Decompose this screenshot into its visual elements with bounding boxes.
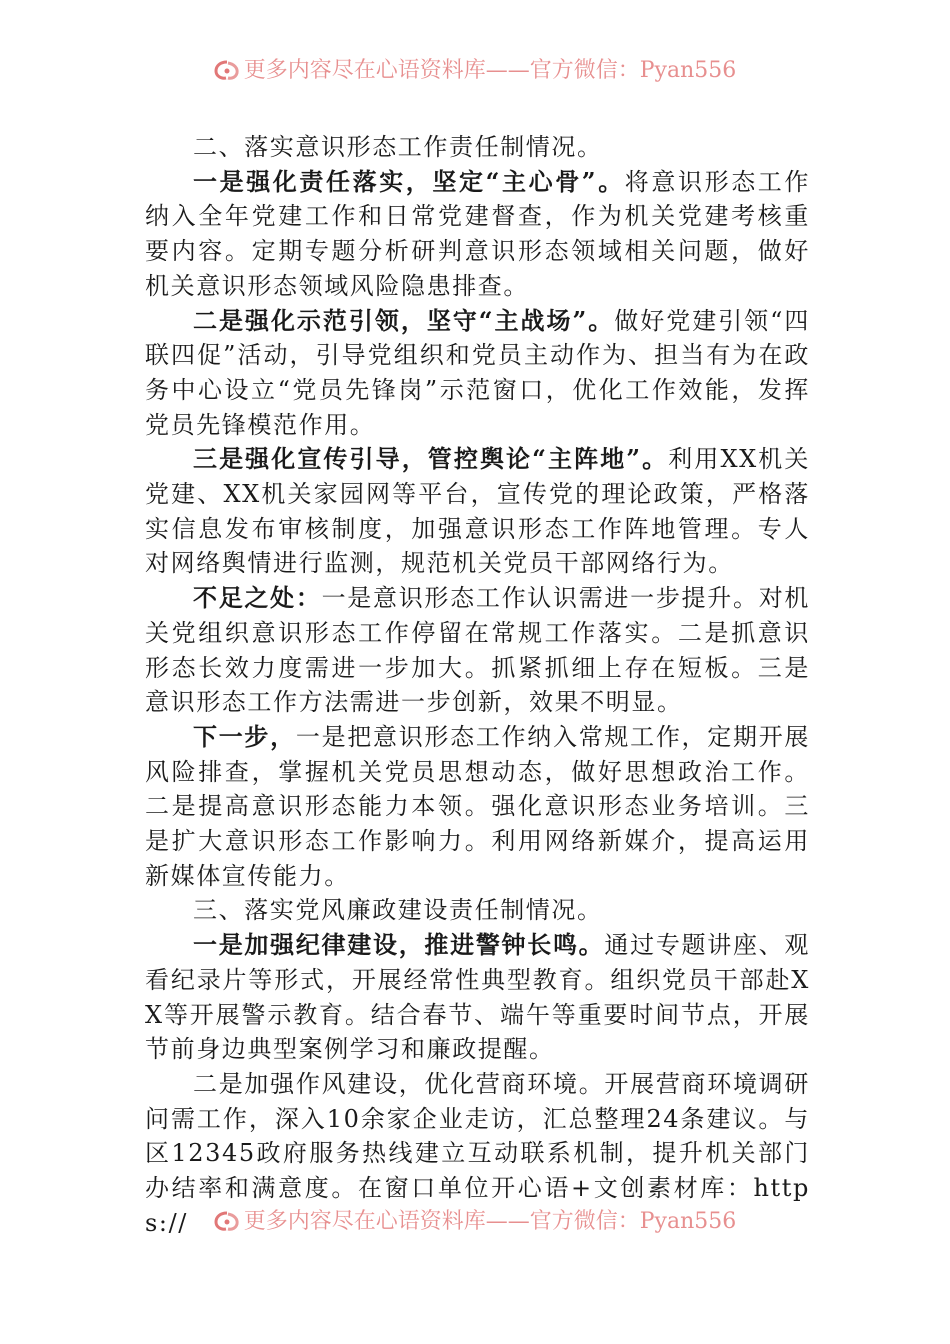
paragraph-text: 通过专题讲座、观看纪录片等形式，开展经常性典型教育。组织党员干部赴XX等开展警示教育。结合春节、端午等重要时间节点，开展节前身边典型案例学习和廉政提醒。 (145, 931, 810, 1064)
section-heading (145, 893, 810, 928)
cd-logo-icon (214, 1210, 240, 1232)
paragraph-text: 二是加强作风建设，优化营商环境。开展营商环境调研问需工作，深入10余家企业走访，汇总整理24条建议。与区12345政府服务热线建立互动联系机制，提升机关部门办结率和满意度。在窗口单位开心语+文创素材库：https:// (145, 1069, 810, 1237)
watermark-bottom (0, 1207, 950, 1237)
paragraph-lead: 三是强化宣传引导，管控舆论“主阵地”。 (193, 444, 669, 474)
paragraph-lead: 不足之处： (193, 583, 322, 613)
paragraph (145, 165, 810, 304)
paragraph-text: 将意识形态工作纳入全年党建工作和日常党建督查，作为机关党建考核重要内容。定期专题分析研判意识形态领域相关问题，做好机关意识形态领域风险隐患排查。 (145, 167, 810, 300)
paragraph-text: 三、落实党风廉政建设责任制情况。 (193, 896, 603, 925)
paragraph-lead: 一是加强纪律建设，推进警钟长鸣。 (193, 930, 605, 960)
paragraph-text: 一是把意识形态工作纳入常规工作，定期开展风险排查，掌握机关党员思想动态，做好思想政治工作。二是提高意识形态能力本领。强化意识形态业务培训。三是扩大意识形态工作影响力。利用网络新媒介，提高运用新媒体宣传能力。 (145, 722, 811, 890)
paragraph-lead: 下一步， (193, 721, 296, 751)
paragraph-text: 利用XX机关党建、XX机关家园网等平台，宣传党的理论政策，严格落实信息发布审核制度，加强意识形态工作阵地管理。专人对网络舆情进行监测，规范机关党员干部网络行为。 (145, 445, 810, 578)
paragraph-lead: 一是强化责任落实，坚定“主心骨”。 (193, 166, 625, 196)
paragraph (145, 581, 810, 720)
watermark-text: 更多内容尽在心语资料库——官方微信：Pyan556 (243, 1209, 737, 1234)
cd-logo-icon (214, 59, 240, 81)
paragraph (145, 928, 810, 1067)
paragraph-text: 做好党建引领“四联四促”活动，引导党组织和党员主动作为、担当有为在政务中心设立“党员先锋岗”示范窗口，优化工作效能，发挥党员先锋模范作用。 (145, 306, 810, 439)
paragraph-text: 二、落实意识形态工作责任制情况。 (193, 133, 603, 161)
paragraph-lead: 二是强化示范引领，坚守“主战场”。 (193, 305, 615, 335)
paragraph (145, 304, 810, 443)
paragraph-text: 一是意识形态工作认识需进一步提升。对机关党组织意识形态工作停留在常规工作落实。二是抓意识形态长效力度需进一步加大。抓紧抓细上存在短板。三是意识形态工作方法需进一步创新，效果不明显。 (145, 584, 811, 717)
watermark-top (0, 56, 950, 86)
document-body (145, 130, 810, 1241)
paragraph (145, 720, 810, 894)
section-heading (145, 130, 810, 165)
watermark-text: 更多内容尽在心语资料库——官方微信：Pyan556 (243, 58, 737, 83)
paragraph (145, 442, 810, 581)
